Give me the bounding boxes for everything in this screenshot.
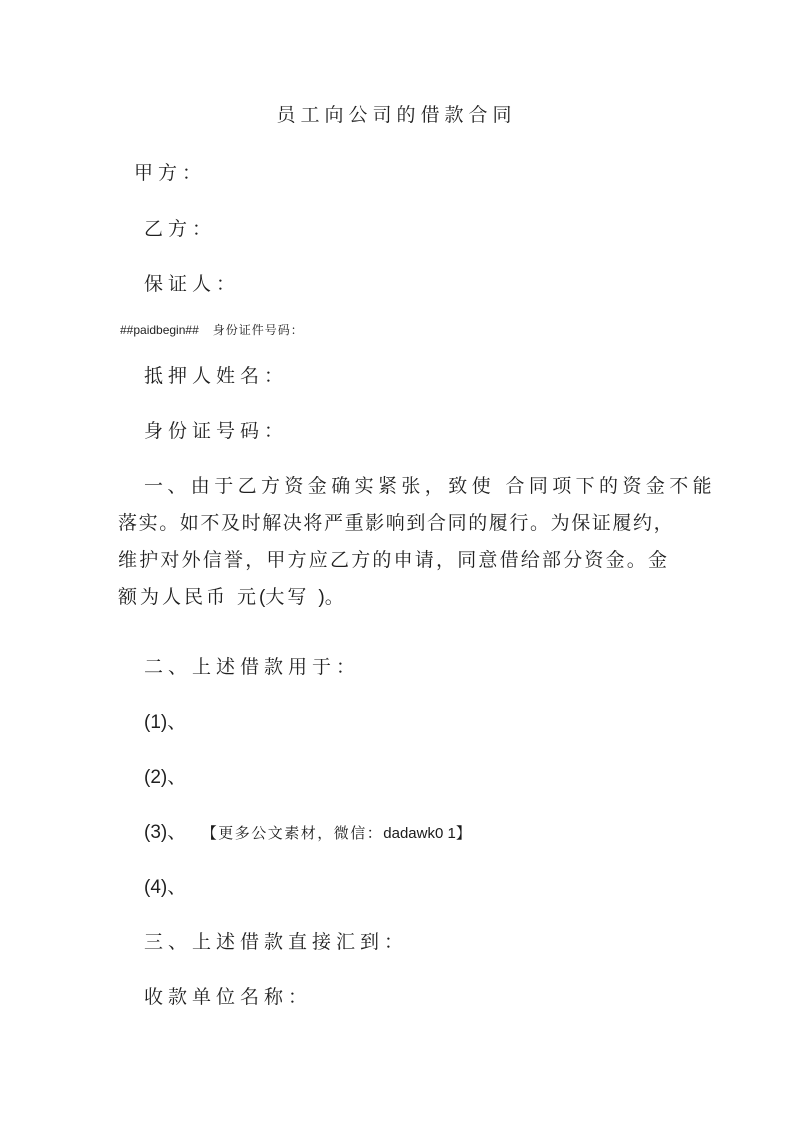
promo-wechat-id: dadawk0 1 [383,825,456,842]
clause-2-item-3: (3)、 【更多公文素材，微信：dadawk0 1】 [144,821,473,843]
clause-1-line-1: 一、由于乙方资金确实紧张，致使 合同项下的资金不能 [144,475,717,497]
clause-1-line-2: 落实。如不及时解决将严重影响到合同的履行。为保证履约， [118,512,675,534]
clause-2-item-1: (1)、 [144,711,192,733]
guarantor-id-row [120,322,304,338]
document-title: 员工向公司的借款合同 [276,104,517,126]
party-b-label: 乙方： [144,218,217,240]
guarantor-id-label: 身份证件号码： [212,323,304,337]
paid-marker: ##paidbegin## [120,323,199,337]
guarantor-label: 保证人： [144,273,241,295]
clause-1-line-4: 额为人民币 元(大写 )。 [118,586,347,608]
clause-2-heading: 二、上述借款用于： [144,656,361,678]
clause-3-heading: 三、上述借款直接汇到： [144,931,409,953]
party-a-label: 甲方： [134,162,207,184]
clause-2-item-2: (2)、 [144,766,192,788]
clause-2-item-4: (4)、 [144,876,192,898]
id-number-label: 身份证号码： [144,420,289,442]
payee-name-label: 收款单位名称： [144,986,313,1008]
mortgagor-name-label: 抵押人姓名： [144,365,289,387]
promo-text: 【更多公文素材，微信：dadawk0 1】 [209,824,473,842]
clause-1-line-3: 维护对外信誉，甲方应乙方的申请，同意借给部分资金。金 [118,549,670,571]
